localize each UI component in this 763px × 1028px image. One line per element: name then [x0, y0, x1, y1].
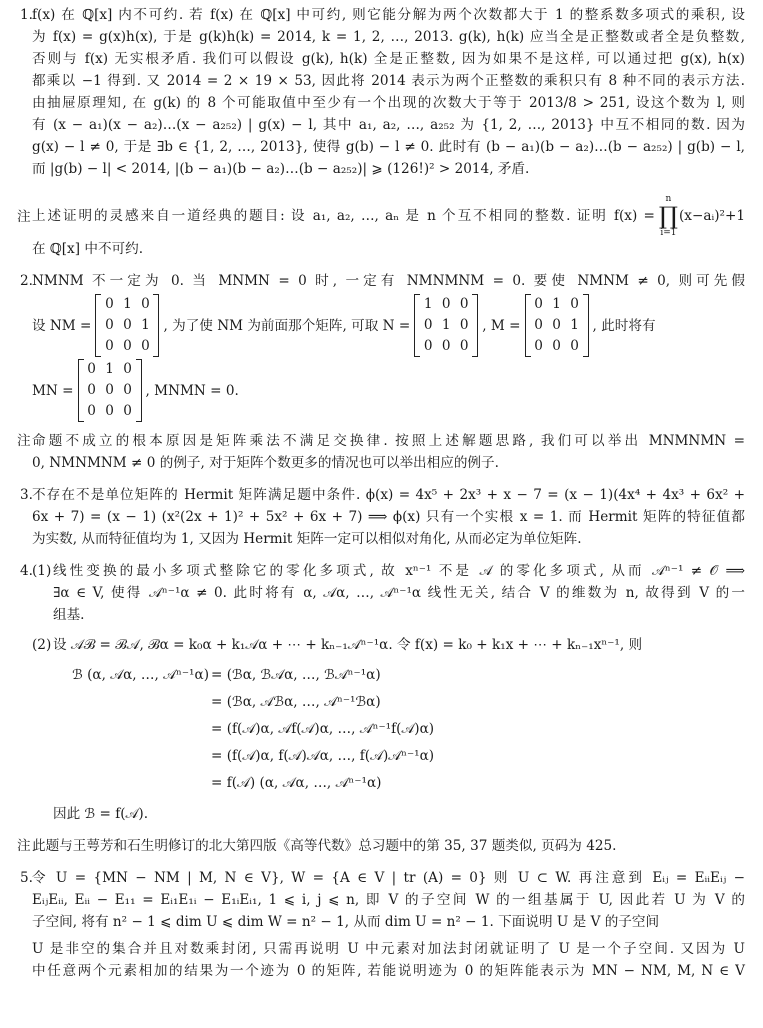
item-4-conclusion: 因此 ℬ = f(𝒜).	[53, 806, 149, 822]
matrix-entry: 0	[441, 338, 451, 354]
matrix-n	[414, 294, 478, 357]
matrix-entry: 0	[534, 338, 543, 354]
item-5-line: 子空间, 将有 n² − 1 ⩽ dim U ⩽ dim W = n² − 1, 从而 dim U = n² − 1. 下面说明 U 是 V 的子空间	[32, 914, 660, 930]
note-3	[0, 835, 763, 857]
item-1-line: f(x) 在 ℚ[x] 内不可约. 若 f(x) 在 ℚ[x] 中可约, 则它能分解为两个次数都大于 1 的整系数多项式的乘积, 设	[32, 7, 745, 23]
matrix-entry: 0	[423, 338, 433, 354]
matrix-entry: 0	[459, 317, 469, 333]
note-2-line: 0, NMNMNM ≠ 0 的例子, 对于矩阵个数更多的情况也可以举出相应的例子.	[32, 455, 499, 471]
item-2	[0, 270, 763, 422]
matrix-entry: 0	[552, 338, 561, 354]
item-3-line: 不存在不是单位矩阵的 Hermit 矩阵满足题中条件. ϕ(x) = 4x⁵ + 2x³ + x − 7 = (x − 1)(4x⁴ + 4x³ + 6x² +	[32, 487, 745, 503]
equation-step: = (ℬα, 𝒜ℬα, …, 𝒜ⁿ⁻¹ℬα)	[211, 694, 381, 710]
item-3	[0, 484, 763, 550]
matrix-entry: 0	[459, 296, 469, 312]
matrix-entry: 0	[570, 296, 579, 312]
item-2-line: NMNM 不一定为 0. 当 MNMN = 0 时, 一定有 NMNMNM = 0. 要使 NMNM ≠ 0, 则可先假	[32, 273, 745, 289]
item-5-line: 中任意两个元素相加的结果为一个迹为 0 的矩阵, 若能说明迹为 0 的矩阵能表示为 MN − NM, M, N ∈ V	[32, 963, 745, 979]
note-2	[0, 430, 763, 474]
item-2-text: , MNMN = 0.	[145, 382, 239, 399]
note-1-line: 在 ℚ[x] 中不可约.	[32, 241, 144, 257]
matrix-entry: 0	[123, 361, 132, 377]
matrix-entry: 0	[123, 338, 132, 354]
item-number: 2.	[20, 273, 33, 289]
item-number: 4.	[20, 563, 33, 579]
matrix-entry: 0	[105, 317, 114, 333]
item-4-line: 设 𝒜ℬ = ℬ𝒜, ℬα = k₀α + k₁𝒜α + ⋯ + kₙ₋₁𝒜ⁿ⁻¹α. 令 f(x) = k₀ + k₁x + ⋯ + kₙ₋₁xⁿ⁻¹, 则	[53, 637, 643, 653]
item-4	[0, 560, 763, 825]
item-2-text: , 此时将有	[592, 317, 656, 334]
note-3-line: 此题与王萼芳和石生明修订的北大第四版《高等代数》总习题中的第 35, 37 题类似, 页码为 425.	[32, 838, 617, 854]
matrix-entry: 0	[141, 296, 150, 312]
item-3-line: 为实数, 从而特征值均为 1, 又因为 Hermit 矩阵一定可以相似对角化, 从而必定为单位矩阵.	[32, 531, 582, 547]
matrix-entry: 0	[105, 296, 114, 312]
item-5-line: U 是非空的集合并且对数乘封闭, 只需再说明 U 中元素对加法封闭就证明了 U 是一个子空间. 又因为 U	[32, 941, 745, 957]
item-1-line: 为 f(x) = g(x)h(x), 于是 g(k)h(k) = 2014, k = 1, 2, …, 2013. g(k), h(k) 应当全是正整数或者全是负整数,	[32, 29, 745, 45]
matrix-entry: 1	[123, 296, 132, 312]
note-2-line: 命题不成立的根本原因是矩阵乘法不满足交换律. 按照上述解题思路, 我们可以举出 MNMNMN =	[32, 433, 745, 449]
part-label: (1)	[32, 563, 52, 579]
equation-lhs: ℬ (α, 𝒜α, …, 𝒜ⁿ⁻¹α)	[72, 667, 209, 683]
matrix-m	[525, 294, 589, 357]
matrix-entry: 0	[570, 338, 579, 354]
matrix-nm	[95, 294, 159, 357]
mn-label: MN =	[32, 382, 74, 399]
matrix-entry: 0	[459, 338, 469, 354]
item-5-line: 令 U = {MN − NM | M, N ∈ V}, W = {A ∈ V | tr (A) = 0} 则 U ⊂ W. 再注意到 Eᵢⱼ = EᵢᵢEᵢⱼ −	[32, 870, 745, 886]
matrix-entry: 0	[123, 317, 132, 333]
matrix-entry: 1	[423, 296, 433, 312]
item-4-line: ∃α ∈ V, 使得 𝒜ⁿ⁻¹α ≠ 0. 此时将有 α, 𝒜α, …, 𝒜ⁿ⁻¹α 线性无关, 结合 V 的维数为 n, 故得到 V 的一	[53, 585, 745, 601]
part-label: (2)	[32, 637, 52, 653]
matrix-entry: 1	[441, 317, 451, 333]
product-operator	[659, 194, 678, 238]
matrix-entry: 0	[141, 338, 150, 354]
equation-step: = f(𝒜) (α, 𝒜α, …, 𝒜ⁿ⁻¹α)	[211, 775, 382, 791]
equation-step: = (ℬα, ℬ𝒜α, …, ℬ𝒜ⁿ⁻¹α)	[211, 667, 381, 683]
m-label: , M =	[482, 317, 521, 334]
product-body: (x−aᵢ)²+1	[679, 208, 745, 224]
matrix-entry: 1	[570, 317, 579, 333]
note-label: 注	[17, 838, 31, 854]
note-1	[0, 194, 763, 260]
note-1-line: 上述证明的灵感来自一道经典的题目: 设 a₁, a₂, …, aₙ 是 n 个互不相同的整数. 证明 f(x) =	[32, 208, 655, 224]
matrix-entry: 0	[87, 361, 96, 377]
item-5-line: EᵢⱼEᵢᵢ, Eᵢᵢ − E₁₁ = Eᵢ₁E₁ᵢ − E₁ᵢEᵢ₁, 1 ⩽ i, j ⩽ n, 即 V 的子空间 W 的一组基属于 U, 因此若 U 为 V 的	[32, 892, 745, 908]
item-number: 1.	[20, 7, 33, 23]
matrix-entry: 0	[87, 382, 96, 398]
matrix-entry: 0	[105, 403, 114, 419]
matrix-entry: 1	[105, 361, 114, 377]
item-5	[0, 867, 763, 982]
part-2	[32, 634, 745, 656]
matrix-row	[32, 294, 745, 357]
matrix-entry: 0	[552, 317, 561, 333]
product-symbol: ∏	[658, 202, 678, 230]
item-2-text: , 为了使 NM 为前面那个矩阵, 可取 N =	[163, 317, 411, 334]
part-1	[32, 560, 745, 626]
note-1-first-line	[32, 194, 745, 238]
matrix-entry: 0	[123, 382, 132, 398]
nm-label: 设 NM =	[32, 317, 92, 334]
equation-step: = (f(𝒜)α, 𝒜f(𝒜)α, …, 𝒜ⁿ⁻¹f(𝒜)α)	[211, 721, 435, 737]
matrix-entry: 0	[423, 317, 433, 333]
product-lower-limit: i=1	[660, 228, 677, 238]
item-4-line: 组基.	[53, 607, 85, 623]
matrix-row	[32, 359, 745, 422]
item-1	[0, 4, 763, 180]
matrix-entry: 0	[123, 403, 132, 419]
item-3-line: 6x + 7) = (x − 1) (x²(2x + 1)² + 5x² + 6x + 7) ⟹ ϕ(x) 只有一个实根 x = 1. 而 Hermit 矩阵的特征值都	[32, 509, 745, 525]
note-label: 注	[17, 433, 31, 449]
item-number: 3.	[20, 487, 33, 503]
equation-block	[0, 662, 745, 797]
matrix-mn	[78, 359, 142, 422]
item-1-line: 由抽屉原理知, 在 g(k) 的 8 个可能取值中至少有一个出现的次数大于等于 2013/8 > 251, 设这个数为 l, 则	[32, 95, 745, 111]
product-upper-limit: n	[665, 194, 672, 204]
item-number: 5.	[20, 870, 33, 886]
item-1-line: 都乘以 −1 得到. 又 2014 = 2 × 19 × 53, 因此将 2014 表示为两个正整数的乘积只有 8 种不同的表示方法.	[32, 73, 745, 89]
conclusion	[32, 803, 745, 825]
matrix-entry: 0	[534, 296, 543, 312]
matrix-entry: 0	[105, 338, 114, 354]
item-1-line: 有 (x − a₁)(x − a₂)…(x − a₂₅₂) | g(x) − l, 其中 a₁, a₂, …, a₂₅₂ 为 {1, 2, …, 2013} 中互不相同的数. 因为	[32, 117, 745, 133]
matrix-entry: 0	[441, 296, 451, 312]
matrix-entry: 0	[105, 382, 114, 398]
matrix-entry: 0	[87, 403, 96, 419]
equation-step: = (f(𝒜)α, f(𝒜)𝒜α, …, f(𝒜)𝒜ⁿ⁻¹α)	[211, 748, 435, 764]
item-1-line: g(x) − l ≠ 0, 于是 ∃b ∈ {1, 2, …, 2013}, 使得 g(b) − l ≠ 0. 此时有 (b − a₁)(b − a₂)…(b − a₂₅₂) | g(b) − l,	[32, 139, 745, 155]
matrix-entry: 1	[552, 296, 561, 312]
matrix-entry: 1	[141, 317, 150, 333]
item-1-line: 否则与 f(x) 无实根矛盾. 我们可以假设 g(k), h(k) 全是正整数, 因为如果不是这样, 可以通过把 g(x), h(x)	[32, 51, 745, 67]
note-label: 注	[17, 209, 31, 225]
matrix-entry: 0	[534, 317, 543, 333]
item-1-line: 而 |g(b) − l| < 2014, |(b − a₁)(b − a₂)…(b − a₂₅₂)| ⩾ (126!)² > 2014, 矛盾.	[32, 161, 530, 177]
item-4-line: 线性变换的最小多项式整除它的零化多项式, 故 xⁿ⁻¹ 不是 𝒜 的零化多项式, 从而 𝒜ⁿ⁻¹ ≠ 𝒪 ⟹	[53, 563, 745, 579]
